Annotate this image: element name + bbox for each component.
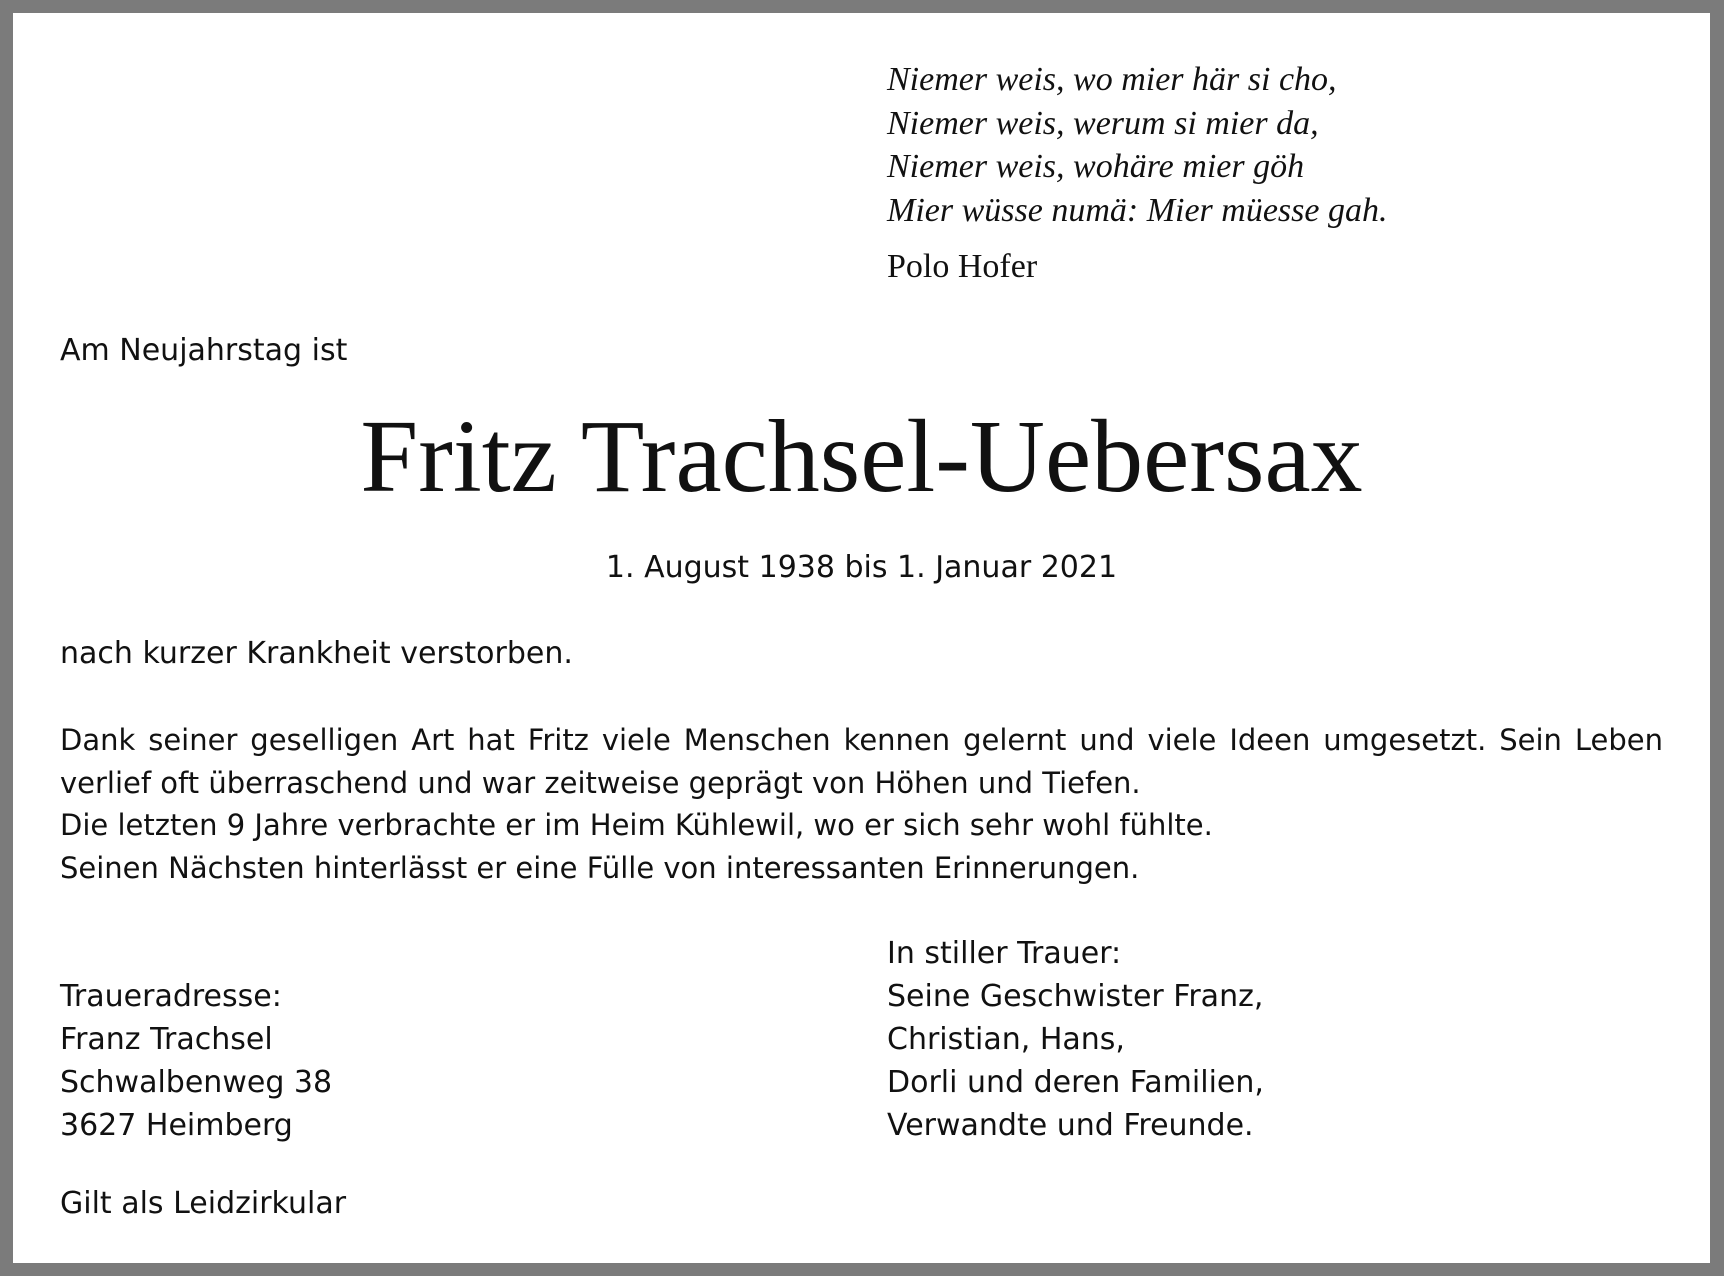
death-statement: nach kurzer Krankheit verstorben. xyxy=(60,636,573,671)
body-line: Die letzten 9 Jahre verbrachte er im Heim Kühlewil, wo er sich sehr wohl fühlte. xyxy=(60,808,1213,843)
address-line: 3627 Heimberg xyxy=(60,1108,293,1143)
poem-line: Niemer weis, wohäre mier göh xyxy=(887,148,1305,185)
body-line: Seinen Nächsten hinterlässt er eine Fülle von interessanten Erinnerungen. xyxy=(60,851,1140,886)
poem-line: Niemer weis, werum si mier da, xyxy=(887,104,1319,142)
life-dates: 1. August 1938 bis 1. Januar 2021 xyxy=(605,550,1118,585)
address-line: Schwalbenweg 38 xyxy=(60,1065,333,1100)
mourners-heading: In stiller Trauer: xyxy=(887,936,1122,971)
address-line: Franz Trachsel xyxy=(60,1022,273,1057)
intro-text: Am Neujahrstag ist xyxy=(60,333,348,368)
poem xyxy=(887,58,1687,232)
poem-author: Polo Hofer xyxy=(887,248,1038,285)
mourners-list xyxy=(887,932,1264,1147)
obituary-body xyxy=(60,719,1663,890)
circular-note: Gilt als Leidzirkular xyxy=(60,1186,347,1221)
obituary-notice xyxy=(13,13,1710,1263)
deceased-name: Fritz Trachsel-Uebersax xyxy=(360,399,1363,514)
address-heading: Traueradresse: xyxy=(60,979,282,1014)
mourner-line: Christian, Hans, xyxy=(887,1022,1125,1057)
mourning-address xyxy=(60,975,332,1147)
body-paragraph: Dank seiner geselligen Art hat Fritz viele Menschen kennen gelernt und viele Ideen umgesetzt. Sein Leben verlief oft überraschend und war zeitweise geprägt von Höhen und Tiefen. xyxy=(60,723,1663,800)
poem-line: Mier wüsse numä: Mier müesse gah. xyxy=(887,191,1388,229)
mourner-line: Dorli und deren Familien, xyxy=(887,1065,1264,1100)
mourner-line: Seine Geschwister Franz, xyxy=(887,979,1264,1014)
mourner-line: Verwandte und Freunde. xyxy=(887,1108,1254,1143)
poem-line: Niemer weis, wo mier här si cho, xyxy=(887,61,1337,98)
